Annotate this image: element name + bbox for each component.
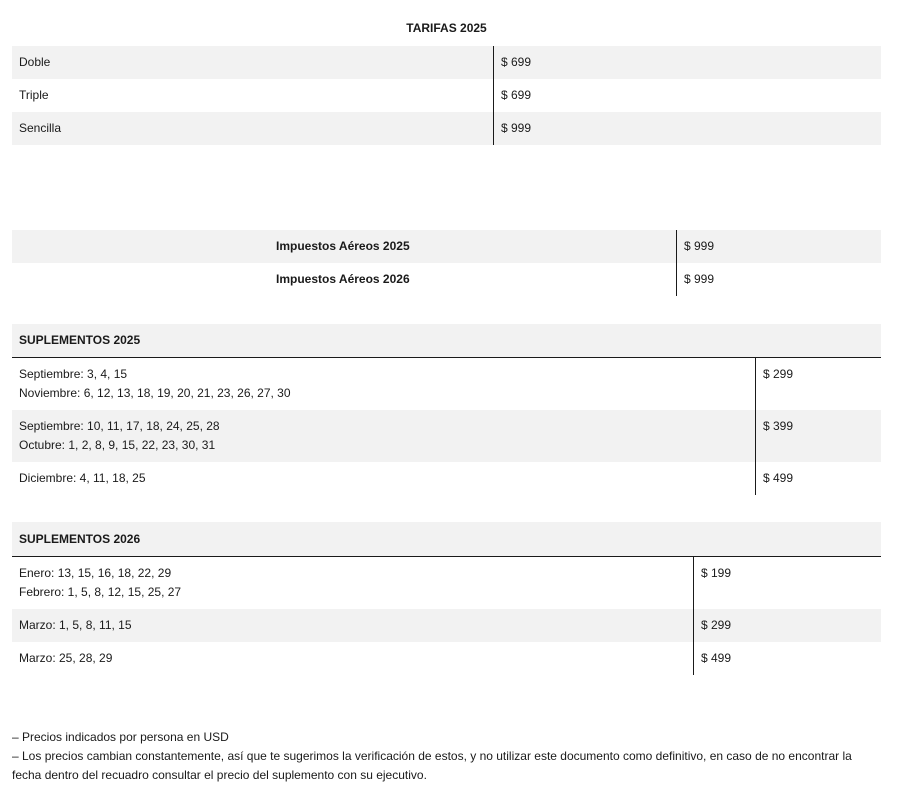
supplement-price: $ 199 [701, 566, 732, 580]
column-divider [755, 358, 756, 495]
table-row [12, 46, 881, 79]
rate-label: Doble [19, 55, 51, 69]
tax-label: Impuestos Aéreos 2026 [276, 272, 410, 286]
rate-price: $ 699 [501, 55, 532, 69]
column-divider [493, 46, 494, 145]
column-divider [693, 557, 694, 675]
date-line: Enero: 13, 15, 16, 18, 22, 29 [19, 566, 172, 580]
table-row [12, 112, 881, 145]
suplementos-2025-title: SUPLEMENTOS 2025 [19, 333, 141, 347]
table-row [12, 609, 881, 642]
table-row [12, 410, 881, 462]
date-line: Marzo: 1, 5, 8, 11, 15 [19, 618, 132, 632]
table-row [12, 263, 881, 296]
suplementos-2026-title: SUPLEMENTOS 2026 [19, 532, 141, 546]
rate-price: $ 999 [501, 121, 532, 135]
note-usd: – Precios indicados por persona en USD [12, 730, 229, 744]
supplement-price: $ 299 [763, 367, 794, 381]
column-divider [676, 230, 677, 296]
tarifas-title: TARIFAS 2025 [406, 21, 487, 35]
supplement-price: $ 299 [701, 618, 732, 632]
table-row [12, 230, 881, 263]
date-line: Noviembre: 6, 12, 13, 18, 19, 20, 21, 23, 26, 27, 30 [19, 386, 291, 400]
rate-price: $ 699 [501, 88, 532, 102]
tax-label: Impuestos Aéreos 2025 [276, 239, 410, 253]
date-line: Septiembre: 10, 11, 17, 18, 24, 25, 28 [19, 419, 220, 433]
supplement-price: $ 499 [701, 651, 732, 665]
section-header [12, 522, 881, 556]
table-row [12, 79, 881, 112]
supplement-price: $ 499 [763, 471, 794, 485]
section-header [12, 324, 881, 357]
supplement-price: $ 399 [763, 419, 794, 433]
note-disclaimer: – Los precios cambian constantemente, así que te sugerimos la verificación de estos, y no utilizar este documento como definitivo, en caso de no encontrar la fecha dentro del recuadro consultar el precio del suplemento con su ejecutivo. [12, 749, 852, 782]
date-line: Diciembre: 4, 11, 18, 25 [19, 471, 146, 485]
table-row [12, 557, 881, 609]
date-line: Octubre: 1, 2, 8, 9, 15, 22, 23, 30, 31 [19, 438, 216, 452]
date-line: Marzo: 25, 28, 29 [19, 651, 113, 665]
tax-price: $ 999 [684, 272, 715, 286]
table-row [12, 358, 881, 410]
rate-label: Triple [19, 88, 49, 102]
table-row [12, 462, 881, 495]
rate-label: Sencilla [19, 121, 62, 135]
table-row [12, 642, 881, 675]
date-line: Septiembre: 3, 4, 15 [19, 367, 128, 381]
date-line: Febrero: 1, 5, 8, 12, 15, 25, 27 [19, 585, 182, 599]
tax-price: $ 999 [684, 239, 715, 253]
